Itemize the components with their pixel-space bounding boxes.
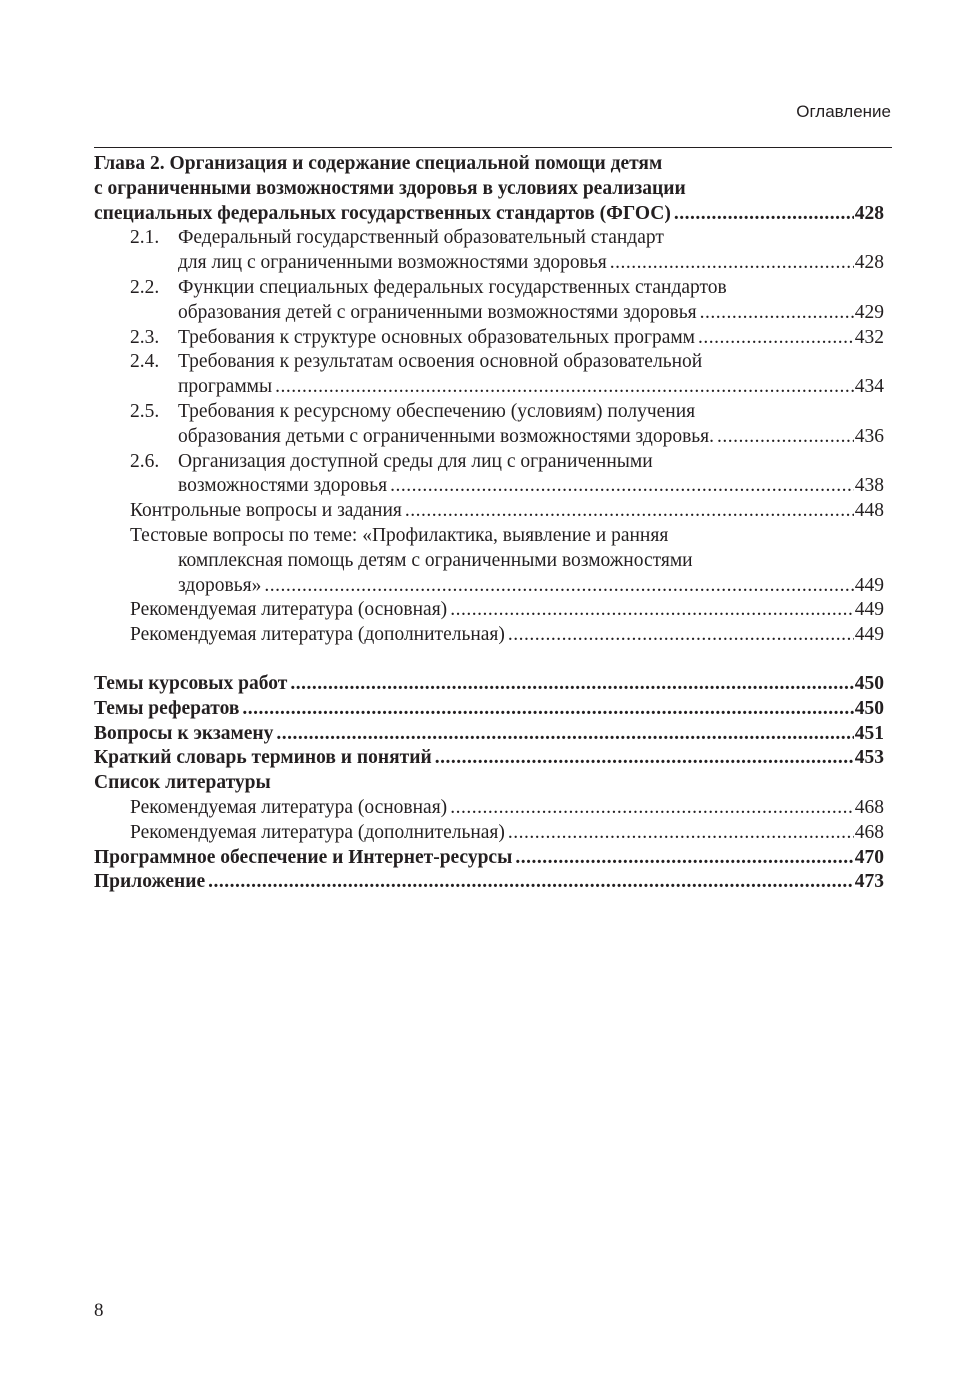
- entry-title: Рекомендуемая литература (основная): [130, 599, 448, 621]
- dot-leader: [610, 251, 854, 276]
- page-number: 432: [854, 326, 884, 348]
- dot-leader: [698, 326, 854, 351]
- toc-section-2-5[interactable]: [94, 400, 884, 450]
- section-title: Требования к результатам освоения основной образовательной: [178, 351, 703, 373]
- toc-section-2-3[interactable]: [94, 326, 884, 351]
- section-title: Требования к ресурсному обеспечению (условиям) получения: [178, 400, 696, 422]
- page-number: 449: [854, 624, 884, 646]
- section-gap: [94, 648, 884, 672]
- entry-title: Приложение: [94, 871, 206, 893]
- section-title: возможностями здоровья: [178, 475, 388, 497]
- toc-chapter-line: специальных федеральных государственных стандартов (ФГОС): [94, 202, 671, 224]
- toc-section-2-1[interactable]: [94, 226, 884, 276]
- toc-course-topics[interactable]: [94, 672, 884, 697]
- toc-section-2-4[interactable]: [94, 350, 884, 400]
- table-of-contents: [94, 152, 884, 895]
- dot-leader: [450, 598, 854, 623]
- entry-title: Вопросы к экзамену: [94, 722, 274, 744]
- entry-title: Рекомендуемая литература (основная): [130, 796, 448, 818]
- page-number: 428: [854, 202, 884, 224]
- entry-title: Краткий словарь терминов и понятий: [94, 747, 432, 769]
- page-number: 470: [854, 846, 884, 868]
- page-folio: 8: [94, 1300, 104, 1321]
- toc-chapter-2[interactable]: [94, 152, 884, 226]
- section-title: для лиц с ограниченными возможностями здоровья: [178, 252, 607, 274]
- section-number: 2.2.: [130, 276, 160, 298]
- page-number: 451: [854, 722, 884, 744]
- entry-title: здоровья»: [178, 574, 262, 596]
- entry-title: Темы рефератов: [94, 697, 240, 719]
- toc-literature-main[interactable]: [94, 598, 884, 623]
- page-number: 468: [854, 796, 884, 818]
- entry-title: Рекомендуемая литература (дополнительная): [130, 821, 505, 843]
- dot-leader: [508, 821, 854, 846]
- section-number: 2.6.: [130, 450, 160, 472]
- toc-literature-extra[interactable]: [94, 623, 884, 648]
- section-title: образования детьми с ограниченными возможностями здоровья.: [178, 425, 715, 447]
- section-title: Федеральный государственный образовательный стандарт: [178, 227, 664, 249]
- dot-leader: [700, 301, 854, 326]
- dot-leader: [390, 474, 854, 499]
- dot-leader: [276, 722, 853, 747]
- page-number: 436: [854, 425, 884, 447]
- dot-leader: [508, 623, 854, 648]
- dot-leader: [242, 697, 853, 722]
- toc-software-resources[interactable]: [94, 846, 884, 871]
- dot-leader: [405, 499, 854, 524]
- running-head: Оглавление: [796, 102, 891, 121]
- section-title: образования детей с ограниченными возможностями здоровья: [178, 301, 697, 323]
- page-number: 448: [854, 500, 884, 522]
- toc-section-2-2[interactable]: [94, 276, 884, 326]
- toc-section-2-6[interactable]: [94, 450, 884, 500]
- dot-leader: [515, 846, 853, 871]
- dot-leader: [208, 870, 854, 895]
- dot-leader: [290, 672, 853, 697]
- section-number: 2.5.: [130, 400, 160, 422]
- dot-leader: [674, 202, 854, 227]
- dot-leader: [264, 574, 853, 599]
- section-number: 2.3.: [130, 326, 160, 348]
- entry-title: Рекомендуемая литература (дополнительная): [130, 624, 505, 646]
- toc-bibliography-main[interactable]: [94, 796, 884, 821]
- page-number: 450: [854, 672, 884, 694]
- page-number: 438: [854, 475, 884, 497]
- page-number: 449: [854, 574, 884, 596]
- dot-leader: [275, 375, 854, 400]
- toc-bibliography[interactable]: [94, 771, 884, 796]
- header-rule: [94, 147, 892, 148]
- section-title: Требования к структуре основных образовательных программ: [178, 326, 696, 348]
- toc-test-questions[interactable]: [94, 524, 884, 598]
- entry-title: Программное обеспечение и Интернет-ресурсы: [94, 846, 513, 868]
- page-number: 434: [854, 376, 884, 398]
- section-number: 2.1.: [130, 227, 160, 249]
- entry-title: Контрольные вопросы и задания: [130, 500, 402, 522]
- toc-chapter-line: с ограниченными возможностями здоровья в условиях реализации: [94, 177, 686, 199]
- toc-chapter-line: Глава 2. Организация и содержание специальной помощи детям: [94, 153, 663, 174]
- dot-leader: [717, 425, 854, 450]
- page-number: 429: [854, 301, 884, 323]
- dot-leader: [450, 796, 854, 821]
- dot-leader: [435, 746, 854, 771]
- page-number: 449: [854, 599, 884, 621]
- page-number: 468: [854, 821, 884, 843]
- section-title: программы: [178, 376, 273, 398]
- page-number: 453: [854, 747, 884, 769]
- section-title: Функции специальных федеральных государственных стандартов: [178, 276, 727, 298]
- page-number: 450: [854, 697, 884, 719]
- toc-exam-questions[interactable]: [94, 722, 884, 747]
- entry-title: Темы курсовых работ: [94, 672, 288, 694]
- toc-essay-topics[interactable]: [94, 697, 884, 722]
- toc-appendix[interactable]: [94, 870, 884, 895]
- section-number: 2.4.: [130, 351, 160, 373]
- entry-title: комплексная помощь детям с ограниченными возможностями: [178, 549, 693, 571]
- entry-title: Тестовые вопросы по теме: «Профилактика, выявление и ранняя: [130, 524, 669, 546]
- page-number: 428: [854, 252, 884, 274]
- toc-glossary[interactable]: [94, 746, 884, 771]
- toc-control-questions[interactable]: [94, 499, 884, 524]
- section-title: Организация доступной среды для лиц с ограниченными: [178, 450, 653, 472]
- entry-title: Список литературы: [94, 772, 271, 794]
- toc-bibliography-extra[interactable]: [94, 821, 884, 846]
- page-number: 473: [854, 871, 884, 893]
